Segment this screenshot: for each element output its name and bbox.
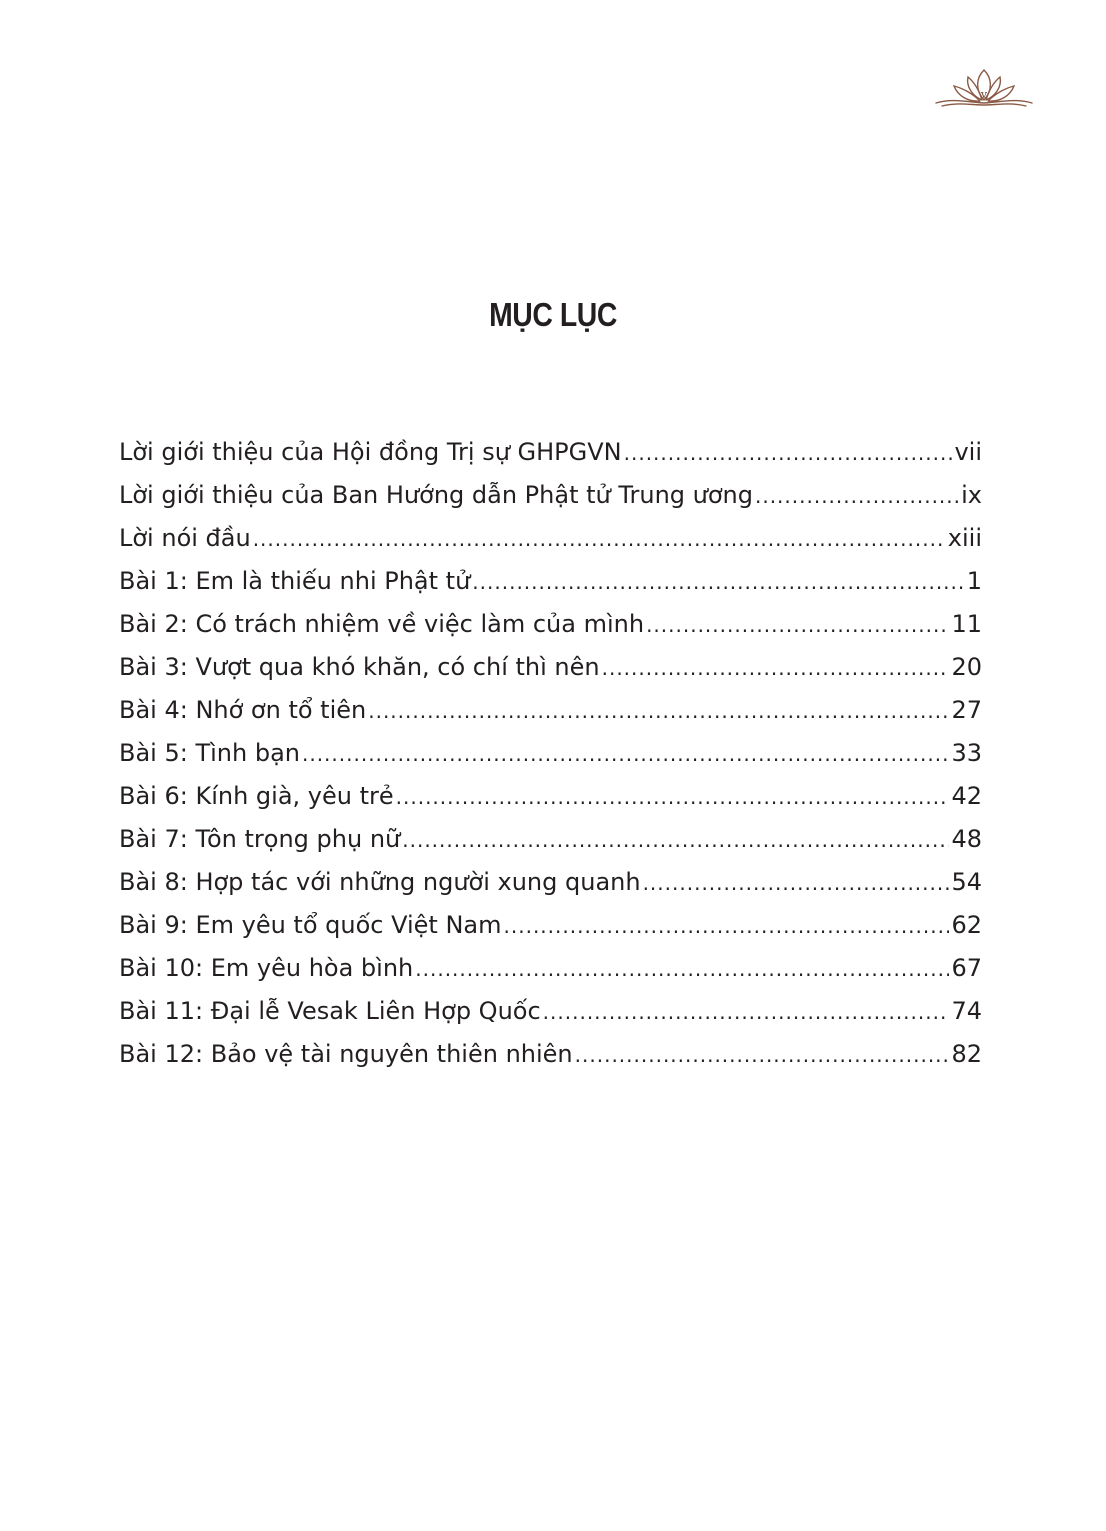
toc-entry-label: Bài 5: Tình bạn bbox=[119, 739, 300, 767]
toc-entry-page: vii bbox=[954, 438, 982, 466]
toc-entry-label: Bài 11: Đại lễ Vesak Liên Hợp Quốc bbox=[119, 997, 541, 1025]
toc-entry-page: 11 bbox=[951, 610, 982, 638]
toc-entry-label: Bài 1: Em là thiếu nhi Phật tử bbox=[119, 567, 471, 595]
toc-entry-label: Bài 9: Em yêu tổ quốc Việt Nam bbox=[119, 911, 502, 939]
toc-entry-label: Lời giới thiệu của Hội đồng Trị sự GHPGVN bbox=[119, 438, 622, 466]
toc-entry-page: 82 bbox=[951, 1040, 982, 1068]
toc-entry bbox=[119, 689, 982, 732]
toc-dot-leader bbox=[504, 905, 950, 948]
toc-entry-label: Bài 4: Nhớ ơn tổ tiên bbox=[119, 696, 367, 724]
toc-dot-leader bbox=[415, 948, 949, 991]
toc-dot-leader bbox=[602, 647, 950, 690]
toc-dot-leader bbox=[302, 733, 949, 776]
toc-dot-leader bbox=[402, 819, 949, 862]
toc-entry-page: 74 bbox=[951, 997, 982, 1025]
toc-dot-leader bbox=[575, 1034, 950, 1077]
toc-entry bbox=[119, 517, 982, 560]
toc-entry-page: 20 bbox=[951, 653, 982, 681]
toc-entry-page: 48 bbox=[951, 825, 982, 853]
toc-entry-page: 67 bbox=[951, 954, 982, 982]
toc-entry-page: 54 bbox=[951, 868, 982, 896]
toc-dot-leader bbox=[396, 776, 950, 819]
toc-dot-leader bbox=[624, 432, 953, 475]
toc-entry-label: Bài 3: Vượt qua khó khăn, có chí thì nên bbox=[119, 653, 600, 681]
toc-entry bbox=[119, 732, 982, 775]
page-header-ornament bbox=[932, 66, 1036, 112]
page-number: v bbox=[980, 88, 988, 101]
toc-entry bbox=[119, 560, 982, 603]
toc-dot-leader bbox=[253, 518, 946, 561]
toc-entry-page: 42 bbox=[951, 782, 982, 810]
toc-entry bbox=[119, 904, 982, 947]
toc-dot-leader bbox=[472, 561, 964, 604]
toc-entry bbox=[119, 861, 982, 904]
toc-entry-label: Bài 8: Hợp tác với những người xung quanh bbox=[119, 868, 641, 896]
toc-dot-leader bbox=[543, 991, 950, 1034]
toc-entry bbox=[119, 947, 982, 990]
toc-entry bbox=[119, 646, 982, 689]
toc-entry-label: Bài 7: Tôn trọng phụ nữ bbox=[119, 825, 401, 853]
toc-entry-page: 62 bbox=[951, 911, 982, 939]
toc-dot-leader bbox=[643, 862, 950, 905]
toc-entry-label: Bài 6: Kính già, yêu trẻ bbox=[119, 782, 394, 810]
toc-entry-label: Bài 12: Bảo vệ tài nguyên thiên nhiên bbox=[119, 1040, 573, 1068]
toc-entry bbox=[119, 474, 982, 517]
toc-entry-page: xiii bbox=[947, 524, 982, 552]
toc-dot-leader bbox=[755, 475, 959, 518]
toc-entry bbox=[119, 1033, 982, 1076]
toc-dot-leader bbox=[646, 604, 949, 647]
toc-entry bbox=[119, 431, 982, 474]
toc-entry-label: Bài 10: Em yêu hòa bình bbox=[119, 954, 414, 982]
toc-entry bbox=[119, 990, 982, 1033]
toc-entry bbox=[119, 818, 982, 861]
toc-entry-label: Bài 2: Có trách nhiệm về việc làm của mình bbox=[119, 610, 645, 638]
toc-entry-page: 33 bbox=[951, 739, 982, 767]
table-of-contents bbox=[119, 431, 982, 1076]
toc-entry-label: Lời nói đầu bbox=[119, 524, 251, 552]
toc-entry bbox=[119, 603, 982, 646]
toc-dot-leader bbox=[368, 690, 949, 733]
page-title: MỤC LỤC bbox=[489, 296, 617, 333]
toc-entry-page: 27 bbox=[951, 696, 982, 724]
toc-entry-page: ix bbox=[961, 481, 982, 509]
toc-entry-label: Lời giới thiệu của Ban Hướng dẫn Phật tử Trung ương bbox=[119, 481, 753, 509]
toc-entry bbox=[119, 775, 982, 818]
toc-entry-page: 1 bbox=[966, 567, 982, 595]
